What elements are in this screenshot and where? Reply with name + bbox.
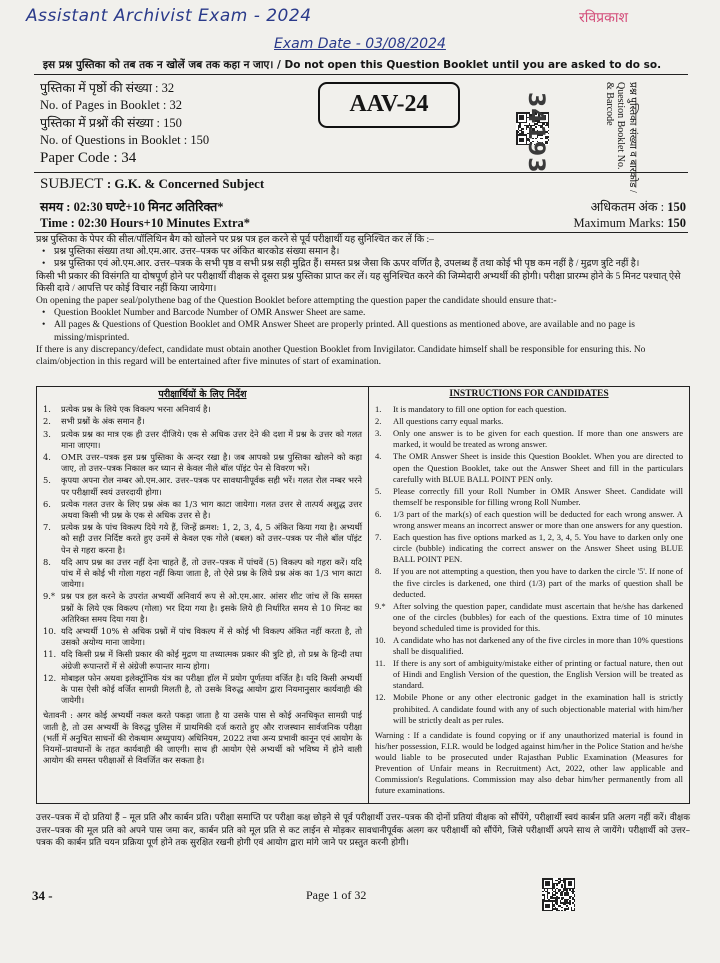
instruction-number: 5. xyxy=(375,485,382,496)
intro-line: किसी भी प्रकार की विसंगति या दोषपूर्ण होने पर परीक्षार्थी वीक्षक से दूसरा प्रश्न पुस्तिका प्राप्त कर लें। यह सुनिश्चित करने की जिम्मेदारी अभ्यर्थी की होगी। परीक्षा प्रारम्भ होने के 5 मिनट पश्चात् ऐसे किसी दावे / आपत्ति पर कोई विचार नहीं किया जायेगा। xyxy=(36,271,681,294)
footer-qr-code xyxy=(542,878,575,911)
divider xyxy=(34,232,688,233)
instruction-text: All questions carry equal marks. xyxy=(393,416,504,427)
instruction-number: 4. xyxy=(375,451,382,462)
instruction-text: A candidate who has not darkened any of the five circles in more than 10% questions shall be disqualified. xyxy=(393,634,683,657)
instruction-text: यदि अभ्यर्थी 10% से अधिक प्रश्नों में पांच विकल्प में से कोई भी विकल्प अंकित नहीं करता है, तो उसको अयोग्य माना जायेगा। xyxy=(61,626,362,648)
instruction-item xyxy=(375,635,683,657)
instructions-box xyxy=(36,386,690,804)
instruction-item xyxy=(375,416,683,427)
instruction-item xyxy=(375,658,683,691)
instruction-number: 1. xyxy=(375,404,382,415)
instruction-number: 11. xyxy=(375,658,386,669)
questions-count-en: No. of Questions in Booklet : 150 xyxy=(40,132,210,147)
set-code-box: AAV-24 xyxy=(318,82,460,128)
instruction-text: If you are not attempting a question, then you have to darken the circle '5'. If none of the five circles is darkened, one third (1/3) part of the marks of question shall be deducted. xyxy=(393,566,683,599)
pages-count-hi: पुस्तिका में पृष्ठों की संख्या : 32 xyxy=(40,81,175,95)
question-booklet-cover xyxy=(26,0,698,963)
english-instructions xyxy=(369,387,689,803)
instruction-item xyxy=(375,692,683,725)
marks-hi-label: अधिकतम अंक : xyxy=(590,200,665,214)
instruction-item xyxy=(43,557,362,591)
time-hi: समय : 02:30 घण्टे+10 मिनट अतिरिक्त* xyxy=(40,200,224,214)
intro-bullet: • Question Booklet Number and Barcode Number of OMR Answer Sheet are same. xyxy=(36,307,690,319)
subject-line xyxy=(40,176,264,193)
handwritten-exam-date: Exam Date - 03/08/2024 xyxy=(274,36,446,52)
instruction-number: 3. xyxy=(375,428,382,439)
booklet-number-label xyxy=(604,82,639,193)
divider xyxy=(34,74,688,75)
instruction-number: 6. xyxy=(43,498,51,509)
hindi-instructions-heading: परीक्षार्थियों के लिए निर्देश xyxy=(158,389,247,400)
instruction-item xyxy=(43,404,362,415)
intro-line: On opening the paper seal/polythene bag of the Question Booklet before attempting the question paper the candidate should ensure that:- xyxy=(36,296,557,307)
footer-paper-code: 34 - xyxy=(32,888,53,903)
instruction-number: 12. xyxy=(375,692,386,703)
instruction-number: 2. xyxy=(375,416,382,427)
instruction-number: 11. xyxy=(43,649,57,660)
instruction-number: 9.* xyxy=(375,600,386,611)
english-warning: Warning : If a candidate is found copying or if any unauthorized material is found in his/her possession, F.I.R. would be lodged against him/her in the Police Station and he/she would liable to be prosecuted under Rajasthan Public Examination (Measures for Prevention of Unfair means in Recruitment) Act, 2022, other law applicable and Commission's Regulations. Commission may also debar him/her permanently from all future examinations. xyxy=(375,729,683,796)
booklet-label-en2: & Barcode xyxy=(604,82,615,126)
instruction-text: Mobile Phone or any other electronic gadget in the examination hall is strictly prohibited. A candidate found with any of such objectionable material with him/her will be strictly dealt as per rules. xyxy=(393,692,683,725)
instruction-text: मोबाइल फोन अथवा इलेक्ट्रॉनिक यंत्र का परीक्षा हॉल में प्रयोग पूर्णतया वर्जित है। यदि किसी अभ्यर्थी के पास ऐसी कोई वर्जित सामग्री मिलती है, तो उसके विरुद्ध आयोग द्वारा नियमानुसार कार्यवाही की जायेगी। xyxy=(61,672,362,706)
booklet-label-hi: प्रश्न पुस्तिका संख्या व बारकोड / xyxy=(627,82,638,193)
instruction-number: 10. xyxy=(43,626,57,637)
instruction-text: The OMR Answer Sheet is inside this Question Booklet. When you are directed to open the Question Booklet, take out the Answer Sheet and fill in the particulars carefully with BLUE BALL POINT PEN only. xyxy=(393,451,683,484)
intro-line: प्रश्न पुस्तिका के पेपर की सील/पॉलिथिन बैग को खोलने पर प्रश्न पत्र हल करने से पूर्व परीक्षार्थी यह सुनिश्चित कर लें कि :– xyxy=(36,235,434,245)
instruction-item xyxy=(43,475,362,497)
paper-code: Paper Code : 34 xyxy=(40,150,137,167)
instruction-item xyxy=(375,532,683,565)
instruction-text: Only one answer is to be given for each question. If more than one answers are marked, it would be treated as wrong answer. xyxy=(393,428,683,450)
marks-hi-value: 150 xyxy=(667,200,686,214)
instruction-text: Each question has five options marked as 1, 2, 3, 4, 5. You have to darken only one circle (bubble) indicating the correct answer on the Answer Sheet using BLUE BALL POINT PEN. xyxy=(393,532,683,565)
instruction-item xyxy=(375,404,683,415)
instruction-number: 10. xyxy=(375,634,386,645)
intro-bullet: • प्रश्न पुस्तिका एवं ओ.एम.आर. उत्तर–पत्रक के सभी पृष्ठ व सभी प्रश्न सही मुद्रित हैं। समस्त प्रश्न जैसा कि ऊपर वर्णित है, उपलब्ध हैं तथा कोई भी पृष्ठ कम नहीं है / मुद्रण त्रुटि नहीं है। xyxy=(36,258,690,270)
instruction-text: कृपया अपना रोल नम्बर ओ.एम.आर. उत्तर–पत्रक पर सावधानीपूर्वक सही भरें। गलत रोल नम्बर भरने पर परीक्षार्थी स्वयं उत्तरदायी होगा। xyxy=(61,475,362,497)
instruction-number: 4. xyxy=(43,452,51,463)
footer-page-number: Page 1 of 32 xyxy=(306,888,367,902)
booklet-meta xyxy=(40,80,209,167)
hindi-warning: चेतावनी : अगर कोई अभ्यर्थी नकल करते पकड़ा जाता है या उसके पास से कोई अनधिकृत सामग्री पाई जाती है, तो उस अभ्यर्थी के विरुद्ध पुलिस में प्राथमिकी दर्ज कराते हुए और राजस्थान सार्वजनिक परीक्षा (भर्ती में अनुचित साधनों की रोकथाम अध्युपाय) अधिनियम, 2022 तथा अन्य प्रभावी कानून एवं आयोग के नियमों–प्रावधानों के तहत कार्यवाही की जाएगी। साथ ही आयोग ऐसे अभ्यर्थी को भविष्य में होने वाली आयोग की समस्त परीक्षाओं से विवर्जित कर सकता है। xyxy=(43,710,362,766)
instruction-number: 8. xyxy=(375,566,382,577)
instruction-number: 7. xyxy=(375,532,382,543)
instruction-item xyxy=(43,416,362,427)
instruction-item xyxy=(375,601,683,634)
instruction-item xyxy=(375,486,683,508)
instruction-item xyxy=(43,673,362,707)
marks-en-label: Maximum Marks: xyxy=(573,216,665,230)
handwritten-exam-title: Assistant Archivist Exam - 2024 xyxy=(26,6,312,26)
booklet-number: 34193 xyxy=(523,92,548,174)
instruction-item xyxy=(43,591,362,625)
instruction-text: OMR उत्तर–पत्रक इस प्रश्न पुस्तिका के अन्दर रखा है। जब आपको प्रश्न पुस्तिका खोलने को कहा जाए, तो उत्तर–पत्रक निकाल कर ध्यान से केवल नीले बॉल पॉइंट पेन से विवरण भरें। xyxy=(61,452,362,474)
instruction-number: 1. xyxy=(43,404,51,415)
instruction-text: यदि किसी प्रश्न में किसी प्रकार की कोई मुद्रण या तथ्यात्मक प्रकार की त्रुटि हो, तो प्रश्न के हिन्दी तथा अंग्रेजी रूपान्तरों में से अंग्रेजी रूपान्तर मान्य होगा। xyxy=(61,649,362,671)
time-info xyxy=(40,199,250,231)
instruction-number: 5. xyxy=(43,475,51,486)
max-marks xyxy=(574,199,687,231)
instruction-text: प्रत्येक प्रश्न के लिये एक विकल्प भरना अनिवार्य है। xyxy=(61,404,211,415)
do-not-open-banner: इस प्रश्न पुस्तिका को तब तक न खोलें जब तक कहा न जाए। / Do not open this Question Booklet until you are asked to do so. xyxy=(42,59,662,71)
instruction-item xyxy=(43,626,362,648)
instruction-number: 6. xyxy=(375,508,382,519)
instruction-number: 3. xyxy=(43,428,51,439)
instruction-text: Please correctly fill your Roll Number in OMR Answer Sheet. Candidate will themself be responsible for filling wrong Roll Number. xyxy=(393,485,683,507)
instruction-number: 12. xyxy=(43,672,57,683)
instruction-text: If there is any sort of ambiguity/mistake either of printing or factual nature, then out of Hindi and English Version of the question, the English Version will be treated as standard. xyxy=(393,658,683,691)
instruction-item xyxy=(43,499,362,521)
intro-instructions xyxy=(36,234,690,368)
booklet-label-en1: Question Booklet No. xyxy=(615,82,627,170)
instruction-item xyxy=(43,649,362,671)
subject-label: SUBJECT xyxy=(40,176,104,192)
instruction-item xyxy=(375,509,683,531)
instruction-number: 7. xyxy=(43,522,51,533)
instruction-text: प्रश्न पत्र हल करने के उपरांत अभ्यर्थी अनिवार्य रूप से ओ.एम.आर. आंसर शीट जांच लें कि समस्त प्रश्नों के लिये एक विकल्प (गोला) भर दिया गया है। इसके लिये ही निर्धारित समय से 10 मिनट का अतिरिक्त समय दिया गया है। xyxy=(61,591,362,624)
instruction-number: 9.* xyxy=(43,591,56,602)
instruction-item xyxy=(43,429,362,451)
instruction-text: After solving the question paper, candidate must ascertain that he/she has darkened one of the circles (bubbles) for each of the questions. Extra time of 10 minutes beyond scheduled time is provided for this. xyxy=(393,600,683,633)
hindi-instructions xyxy=(37,387,369,803)
instruction-text: यदि आप प्रश्न का उत्तर नहीं देना चाहते हैं, तो उत्तर–पत्रक में पांचवें (5) विकल्प को गहरा करें। यदि पांच में से कोई भी गोला गहरा नहीं किया जाता है, तो ऐसे प्रश्न के लिये प्रश्न अंक का 1/3 भाग काटा जायेगा। xyxy=(61,556,362,590)
instruction-text: प्रत्येक प्रश्न के पांच विकल्प दिये गये हैं, जिन्हें क्रमश: 1, 2, 3, 4, 5 अंकित किया गया है। अभ्यर्थी को सही उत्तर निर्दिष्ट करते हुए उनमें से केवल एक गोले (बबल) को उत्तर–पत्रक पर नीले बॉल पॉइंट पेन से गहरा करना है। xyxy=(61,522,362,555)
instruction-number: 2. xyxy=(43,416,51,427)
questions-count-hi: पुस्तिका में प्रश्नों की संख्या : 150 xyxy=(40,115,182,130)
instruction-item xyxy=(375,566,683,599)
instruction-text: प्रत्येक प्रश्न का मात्र एक ही उत्तर दीजिये। एक से अधिक उत्तर देने की दशा में प्रश्न के उत्तर को गलत माना जाएगा। xyxy=(61,428,362,450)
instruction-text: सभी प्रश्नों के अंक समान हैं। xyxy=(61,416,145,427)
answer-sheet-copy-note: उत्तर–पत्रक में दो प्रतियां हैं – मूल प्रति और कार्बन प्रति। परीक्षा समाप्ति पर परीक्षा कक्ष छोड़ने से पूर्व परीक्षार्थी उत्तर–पत्रक की दोनों प्रतियां वीक्षक को सौंपेंगे, परीक्षार्थी स्वयं कार्बन प्रति अलग नहीं करें। वीक्षक उत्तर–पत्रक की मूल प्रति को अपने पास जमा कर, कार्बन प्रति को मूल प्रति से कट लाईन से मोड़कर सावधानीपूर्वक अलग कर परीक्षार्थी को सौंपेंगे, जिसे परीक्षार्थी अपने साथ ले जायेंगे। परीक्षार्थी को उत्तर–पत्रक की कार्बन प्रति चयन प्रक्रिया पूर्ण होने तक सुरक्षित रखनी होगी एवं आयोग द्वारा मांगे जाने पर प्रस्तुत करनी होगी। xyxy=(36,813,690,849)
intro-bullet: • प्रश्न पुस्तिका संख्या तथा ओ.एम.आर. उत्तर–पत्रक पर अंकित बारकोड संख्या समान है। xyxy=(36,246,690,258)
instruction-text: It is mandatory to fill one option for each question. xyxy=(393,404,567,415)
subject-value: : G.K. & Concerned Subject xyxy=(106,176,265,191)
marks-en-value: 150 xyxy=(667,216,686,230)
pages-count-en: No. of Pages in Booklet : 32 xyxy=(40,98,183,113)
instruction-item xyxy=(375,428,683,450)
handwritten-signature: रविप्रकाश xyxy=(579,10,628,26)
instruction-text: 1/3 part of the mark(s) of each question will be deducted for each wrong answer. A wrong answer means an incorrect answer or more than one answers for any question. xyxy=(393,508,683,531)
time-en: Time : 02:30 Hours+10 Minutes Extra* xyxy=(40,216,251,230)
intro-line: If there is any discrepancy/defect, candidate must obtain another Question Booklet from Invigilator. Candidate himself shall be responsible for ensuring this. No claim/objection in this regard will be entertained after five minutes of start of examination. xyxy=(36,344,646,368)
instruction-item xyxy=(43,522,362,556)
english-instructions-heading: INSTRUCTIONS FOR CANDIDATES xyxy=(449,389,609,399)
instruction-number: 8. xyxy=(43,556,51,567)
instruction-text: प्रत्येक गलत उत्तर के लिए प्रश्न अंक का 1/3 भाग काटा जायेगा। गलत उत्तर से तात्पर्य अशुद्ध उत्तर अथवा किसी भी प्रश्न के एक से अधिक उत्तर से है। xyxy=(61,498,362,521)
divider xyxy=(34,172,688,173)
instruction-item xyxy=(375,451,683,484)
instruction-item xyxy=(43,452,362,474)
intro-bullet: • All pages & Questions of Question Booklet and OMR Answer Sheet are properly printed. All questions as mentioned above, are available and no page is missing/misprinted. xyxy=(36,319,690,343)
